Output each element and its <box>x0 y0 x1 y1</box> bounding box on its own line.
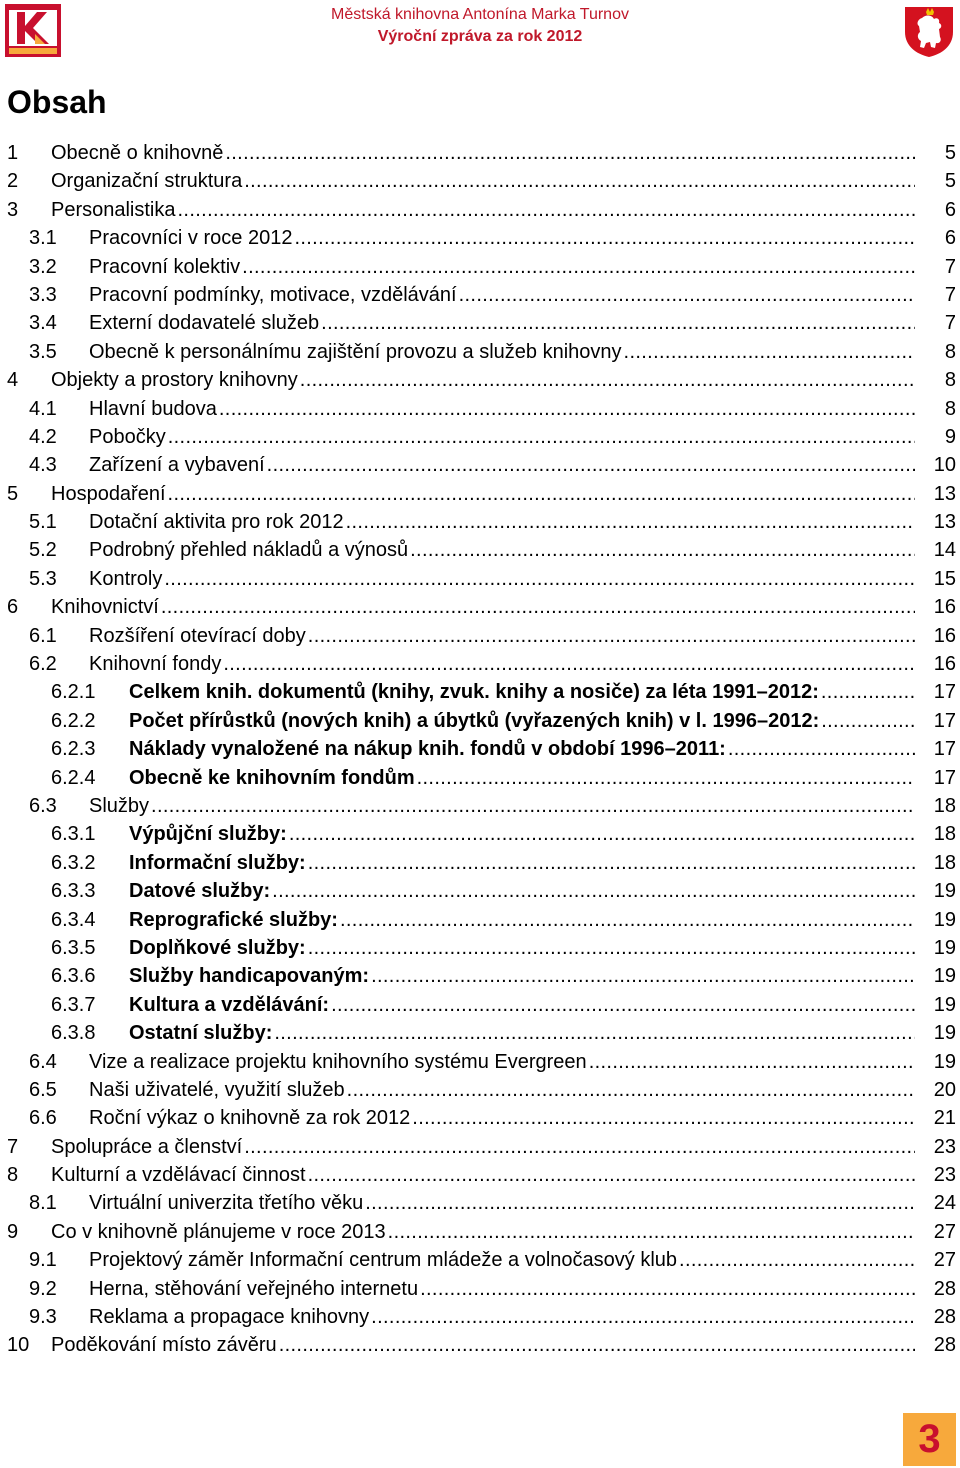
toc-dot-leader <box>338 906 915 934</box>
toc-entry-number: 9.2 <box>29 1277 57 1300</box>
toc-entry[interactable] <box>0 764 960 792</box>
toc-dot-leader <box>622 338 915 366</box>
toc-entry-title: Výpůjční služby: <box>129 823 287 846</box>
toc-entry-leader <box>51 196 915 224</box>
toc-entry-page: 23 <box>933 1164 956 1187</box>
toc-entry-page: 13 <box>933 511 956 534</box>
toc-entry-number: 9.3 <box>29 1306 57 1329</box>
toc-entry-leader <box>129 764 915 792</box>
toc-entry-number: 6.5 <box>29 1078 57 1101</box>
toc-dot-leader <box>223 139 915 167</box>
toc-entry-title: Poděkování místo závěru <box>51 1334 277 1357</box>
toc-entry-number: 3.5 <box>29 340 57 363</box>
toc-entry-title: Ostatní služby: <box>129 1022 273 1045</box>
toc-entry-number: 5.1 <box>29 511 57 534</box>
toc-dot-leader <box>386 1218 915 1246</box>
toc-entry[interactable] <box>0 962 960 990</box>
toc-entry-leader <box>51 139 915 167</box>
toc-entry-leader <box>89 253 915 281</box>
toc-entry[interactable] <box>0 1189 960 1217</box>
toc-entry[interactable] <box>0 167 960 195</box>
toc-dot-leader <box>166 480 915 508</box>
toc-entry[interactable] <box>0 565 960 593</box>
toc-entry[interactable] <box>0 735 960 763</box>
toc-entry-title: Podrobný přehled nákladů a výnosů <box>89 539 409 562</box>
toc-entry[interactable] <box>0 536 960 564</box>
toc-entry-page: 19 <box>933 936 956 959</box>
toc-entry[interactable] <box>0 1048 960 1076</box>
toc-entry-page: 6 <box>944 198 956 221</box>
toc-entry-page: 19 <box>933 880 956 903</box>
toc-entry[interactable] <box>0 707 960 735</box>
toc-entry-leader <box>89 1303 915 1331</box>
toc-entry-page: 6 <box>944 227 956 250</box>
toc-entry[interactable] <box>0 1246 960 1274</box>
toc-entry[interactable] <box>0 508 960 536</box>
toc-entry[interactable] <box>0 139 960 167</box>
toc-entry-leader <box>89 281 915 309</box>
toc-entry-leader <box>89 423 915 451</box>
toc-entry-page: 18 <box>933 823 956 846</box>
toc-dot-leader <box>408 536 915 564</box>
toc-entry-title: Pracovní podmínky, motivace, vzdělávání <box>89 283 457 306</box>
toc-entry-number: 5.2 <box>29 539 57 562</box>
toc-entry-title: Pobočky <box>89 425 166 448</box>
toc-entry[interactable] <box>0 849 960 877</box>
header-report-title: Výroční zpráva za rok 2012 <box>377 28 583 45</box>
toc-entry-leader <box>129 934 915 962</box>
toc-entry-title: Datové služby: <box>129 880 271 903</box>
toc-entry[interactable] <box>0 622 960 650</box>
toc-entry-number: 3.3 <box>29 283 57 306</box>
toc-entry-page: 28 <box>933 1277 956 1300</box>
toc-entry-title: Náklady vynaložené na nákup knih. fondů v období 1996–2011: <box>129 738 726 761</box>
toc-dot-leader <box>418 1275 915 1303</box>
toc-entry-number: 3 <box>7 198 19 221</box>
toc-entry-leader <box>89 565 915 593</box>
toc-entry-page: 19 <box>933 965 956 988</box>
toc-entry-page: 5 <box>944 170 956 193</box>
toc-dot-leader <box>410 1104 915 1132</box>
toc-entry-title: Spolupráce a členství <box>51 1135 243 1158</box>
toc-dot-leader <box>306 622 915 650</box>
toc-dot-leader <box>819 678 915 706</box>
toc-entry-number: 8.1 <box>29 1192 57 1215</box>
toc-entry-page: 23 <box>933 1135 956 1158</box>
toc-entry-page: 8 <box>944 340 956 363</box>
toc-entry[interactable] <box>0 1019 960 1047</box>
toc-entry-number: 6.3.5 <box>51 936 96 959</box>
toc-entry-leader <box>89 536 915 564</box>
toc-entry[interactable] <box>0 480 960 508</box>
toc-entry-page: 8 <box>944 397 956 420</box>
toc-entry-page: 21 <box>933 1107 956 1130</box>
toc-entry-leader <box>89 395 915 423</box>
page-title: Obsah <box>7 84 107 120</box>
toc-entry[interactable] <box>0 877 960 905</box>
toc-entry-leader <box>51 1161 915 1189</box>
toc-entry-title: Externí dodavatelé služeb <box>89 312 320 335</box>
toc-entry-page: 8 <box>944 369 956 392</box>
toc-dot-leader <box>162 565 915 593</box>
toc-entry-leader <box>89 622 915 650</box>
toc-dot-leader <box>306 934 915 962</box>
toc-entry-number: 6.3 <box>29 794 57 817</box>
toc-entry[interactable] <box>0 1218 960 1246</box>
toc-dot-leader <box>298 366 915 394</box>
toc-entry-title: Celkem knih. dokumentů (knihy, zvuk. knihy a nosiče) za léta 1991–2012: <box>129 681 819 704</box>
toc-entry-leader <box>89 508 915 536</box>
toc-entry-page: 19 <box>933 908 956 931</box>
toc-entry-leader <box>129 906 915 934</box>
toc-entry-title: Služby handicapovaným: <box>129 965 370 988</box>
toc-entry-title: Hospodaření <box>51 482 166 505</box>
toc-entry-number: 9 <box>7 1220 19 1243</box>
toc-entry-number: 3.4 <box>29 312 57 335</box>
toc-entry-page: 16 <box>933 624 956 647</box>
toc-dot-leader <box>277 1331 915 1359</box>
toc-entry-leader <box>89 338 915 366</box>
toc-entry-page: 19 <box>933 1022 956 1045</box>
toc-entry-page: 7 <box>944 312 956 335</box>
toc-entry-page: 13 <box>933 482 956 505</box>
toc-entry-title: Roční výkaz o knihovně za rok 2012 <box>89 1107 411 1130</box>
toc-entry-number: 7 <box>7 1135 19 1158</box>
toc-dot-leader <box>166 423 915 451</box>
toc-entry-title: Počet přírůstků (nových knih) a úbytků (vyřazených knih) v l. 1996–2012: <box>129 709 820 732</box>
toc-dot-leader <box>287 820 915 848</box>
toc-dot-leader <box>240 253 915 281</box>
toc-dot-leader <box>819 707 915 735</box>
toc-entry[interactable] <box>0 338 960 366</box>
toc-entry-number: 6.3.3 <box>51 880 96 903</box>
toc-entry-page: 20 <box>933 1078 956 1101</box>
toc-entry[interactable] <box>0 820 960 848</box>
toc-entry-title: Informační služby: <box>129 851 306 874</box>
toc-dot-leader <box>242 167 915 195</box>
toc-entry-number: 6.2.1 <box>51 681 96 704</box>
toc-entry-page: 7 <box>944 283 956 306</box>
toc-entry-page: 18 <box>933 794 956 817</box>
toc-entry-number: 9.1 <box>29 1249 57 1272</box>
toc-entry-leader <box>89 1076 915 1104</box>
toc-entry-leader <box>129 849 915 877</box>
toc-dot-leader <box>319 309 915 337</box>
toc-entry[interactable] <box>0 451 960 479</box>
toc-dot-leader <box>265 451 915 479</box>
toc-entry-title: Obecně k personálnímu zajištění provozu a služeb knihovny <box>89 340 622 363</box>
toc-entry-page: 17 <box>933 766 956 789</box>
toc-entry[interactable] <box>0 991 960 1019</box>
toc-entry-number: 3.2 <box>29 255 57 278</box>
toc-entry-page: 27 <box>933 1249 956 1272</box>
toc-dot-leader <box>415 764 915 792</box>
toc-entry-title: Obecně ke knihovním fondům <box>129 766 415 789</box>
toc-entry-leader <box>89 451 915 479</box>
toc-entry-number: 6.3.7 <box>51 993 96 1016</box>
toc-entry-title: Obecně o knihovně <box>51 142 224 164</box>
toc-entry[interactable] <box>0 1104 960 1132</box>
table-of-contents <box>0 139 960 1360</box>
toc-entry-title: Objekty a prostory knihovny <box>51 369 298 392</box>
toc-entry-number: 3.1 <box>29 227 57 250</box>
toc-entry-number: 1 <box>7 142 19 164</box>
toc-entry-page: 18 <box>933 851 956 874</box>
toc-entry-page: 17 <box>933 681 956 704</box>
toc-dot-leader <box>369 1303 915 1331</box>
toc-entry-leader <box>129 991 915 1019</box>
toc-entry-title: Kontroly <box>89 567 163 590</box>
toc-entry-title: Knihovnictví <box>51 596 159 619</box>
toc-entry[interactable] <box>0 253 960 281</box>
toc-dot-leader <box>270 877 915 905</box>
toc-entry[interactable] <box>0 792 960 820</box>
toc-entry-number: 6.3.6 <box>51 965 96 988</box>
toc-entry-leader <box>51 1218 915 1246</box>
toc-dot-leader <box>159 593 915 621</box>
toc-entry-page: 28 <box>933 1334 956 1357</box>
toc-entry-number: 6.6 <box>29 1107 57 1130</box>
toc-dot-leader <box>363 1189 915 1217</box>
toc-entry-number: 4.1 <box>29 397 57 420</box>
toc-entry[interactable] <box>0 593 960 621</box>
toc-entry-leader <box>89 792 915 820</box>
toc-entry[interactable] <box>0 678 960 706</box>
toc-entry[interactable] <box>0 423 960 451</box>
toc-entry-page: 9 <box>944 425 956 448</box>
toc-dot-leader <box>344 508 915 536</box>
toc-entry-number: 6.2.2 <box>51 709 96 732</box>
toc-entry-number: 6.3.8 <box>51 1022 96 1045</box>
toc-entry-number: 6.1 <box>29 624 57 647</box>
toc-entry-leader <box>129 877 915 905</box>
toc-entry-leader <box>89 1104 915 1132</box>
toc-entry-title: Organizační struktura <box>51 170 243 193</box>
toc-entry[interactable] <box>0 395 960 423</box>
coat-of-arms-icon <box>902 4 956 58</box>
toc-entry-number: 6.3.1 <box>51 823 96 846</box>
toc-entry-title: Kultura a vzdělávání: <box>129 993 330 1016</box>
toc-entry-leader <box>129 1019 915 1047</box>
toc-entry-page: 19 <box>933 993 956 1016</box>
toc-entry-number: 5 <box>7 482 19 505</box>
toc-entry[interactable] <box>0 1303 960 1331</box>
toc-entry-number: 6.4 <box>29 1050 57 1073</box>
toc-dot-leader <box>726 735 915 763</box>
toc-entry-page: 19 <box>933 1050 956 1073</box>
toc-entry-title: Zařízení a vybavení <box>89 454 265 477</box>
toc-entry-leader <box>129 707 915 735</box>
toc-entry-leader <box>51 593 915 621</box>
toc-dot-leader <box>345 1076 915 1104</box>
toc-entry-leader <box>51 480 915 508</box>
toc-entry-title: Rozšíření otevírací doby <box>89 624 306 647</box>
toc-entry[interactable] <box>0 1133 960 1161</box>
toc-entry[interactable] <box>0 906 960 934</box>
toc-entry-number: 2 <box>7 170 19 193</box>
toc-entry-page: 7 <box>944 255 956 278</box>
toc-entry-leader <box>89 1275 915 1303</box>
toc-entry-leader <box>129 962 915 990</box>
toc-entry-leader <box>89 1246 915 1274</box>
toc-entry-number: 4 <box>7 369 19 392</box>
toc-entry-number: 6.3.2 <box>51 851 96 874</box>
toc-entry-title: Projektový záměr Informační centrum mládeže a volnočasový klub <box>89 1249 678 1272</box>
toc-dot-leader <box>272 1019 915 1047</box>
toc-entry-number: 6.2 <box>29 653 57 676</box>
toc-entry-title: Dotační aktivita pro rok 2012 <box>89 511 344 534</box>
toc-entry-page: 27 <box>933 1220 956 1243</box>
toc-entry-title: Knihovní fondy <box>89 653 222 676</box>
toc-entry-page: 17 <box>933 709 956 732</box>
toc-entry-number: 6.3.4 <box>51 908 96 931</box>
toc-entry-number: 6.2.3 <box>51 738 96 761</box>
toc-entry-page: 28 <box>933 1306 956 1329</box>
toc-entry-number: 4.2 <box>29 425 57 448</box>
toc-entry-title: Personalistika <box>51 198 176 221</box>
toc-entry-leader <box>51 366 915 394</box>
toc-dot-leader <box>677 1246 915 1274</box>
toc-entry-number: 4.3 <box>29 454 57 477</box>
toc-entry-title: Vize a realizace projektu knihovního systému Evergreen <box>89 1050 587 1073</box>
toc-entry-title: Co v knihovně plánujeme v roce 2013 <box>51 1220 386 1243</box>
toc-dot-leader <box>587 1048 915 1076</box>
toc-dot-leader <box>221 650 915 678</box>
toc-entry-title: Reprografické služby: <box>129 908 338 931</box>
toc-entry[interactable] <box>0 1076 960 1104</box>
toc-entry-title: Služby <box>89 794 150 817</box>
document-header <box>0 5 960 47</box>
toc-entry-number: 6 <box>7 596 19 619</box>
toc-dot-leader <box>217 395 915 423</box>
toc-dot-leader <box>369 962 915 990</box>
toc-entry-title: Naši uživatelé, využití služeb <box>89 1078 345 1101</box>
toc-entry-title: Hlavní budova <box>89 397 217 420</box>
toc-entry-leader <box>51 1331 915 1359</box>
toc-entry[interactable] <box>0 1275 960 1303</box>
page-number-badge: 3 <box>903 1413 956 1466</box>
toc-dot-leader <box>292 224 915 252</box>
toc-entry[interactable] <box>0 1331 960 1359</box>
toc-entry-leader <box>89 1189 915 1217</box>
toc-entry-page: 5 <box>944 142 956 164</box>
toc-entry-page: 17 <box>933 738 956 761</box>
toc-entry[interactable] <box>0 281 960 309</box>
toc-entry-leader <box>89 1048 915 1076</box>
toc-entry-leader <box>89 309 915 337</box>
toc-entry-leader <box>129 735 915 763</box>
toc-entry-title: Pracovníci v roce 2012 <box>89 227 293 250</box>
toc-entry[interactable] <box>0 1161 960 1189</box>
toc-entry-leader <box>129 820 915 848</box>
toc-entry-page: 10 <box>933 454 956 477</box>
toc-dot-leader <box>306 849 915 877</box>
toc-entry[interactable] <box>0 309 960 337</box>
toc-entry-page: 16 <box>933 653 956 676</box>
toc-entry-leader <box>89 650 915 678</box>
toc-entry-number: 6.2.4 <box>51 766 96 789</box>
toc-entry-title: Doplňkové služby: <box>129 936 306 959</box>
toc-entry-title: Kulturní a vzdělávací činnost <box>51 1164 306 1187</box>
toc-entry-leader <box>51 1133 915 1161</box>
toc-dot-leader <box>457 281 915 309</box>
toc-entry-page: 16 <box>933 596 956 619</box>
toc-entry-page: 14 <box>933 539 956 562</box>
toc-entry-leader <box>89 224 915 252</box>
toc-dot-leader <box>306 1161 915 1189</box>
toc-entry-title: Virtuální univerzita třetího věku <box>89 1192 364 1215</box>
toc-entry[interactable] <box>0 934 960 962</box>
toc-entry-leader <box>51 167 915 195</box>
toc-entry-number: 5.3 <box>29 567 57 590</box>
toc-entry-leader <box>129 678 915 706</box>
toc-entry-page: 15 <box>933 567 956 590</box>
toc-dot-leader <box>242 1133 915 1161</box>
toc-entry-title: Reklama a propagace knihovny <box>89 1306 370 1329</box>
toc-entry[interactable] <box>0 650 960 678</box>
toc-entry-page: 24 <box>933 1192 956 1215</box>
toc-entry-number: 8 <box>7 1164 19 1187</box>
toc-dot-leader <box>149 792 915 820</box>
toc-entry[interactable] <box>0 196 960 224</box>
header-library-name: Městská knihovna Antonína Marka Turnov <box>331 6 629 23</box>
toc-dot-leader <box>176 196 915 224</box>
toc-entry-title: Pracovní kolektiv <box>89 255 241 278</box>
toc-entry[interactable] <box>0 366 960 394</box>
toc-dot-leader <box>329 991 915 1019</box>
toc-entry-number: 10 <box>7 1334 30 1357</box>
toc-entry[interactable] <box>0 224 960 252</box>
toc-entry-title: Herna, stěhování veřejného internetu <box>89 1277 419 1300</box>
